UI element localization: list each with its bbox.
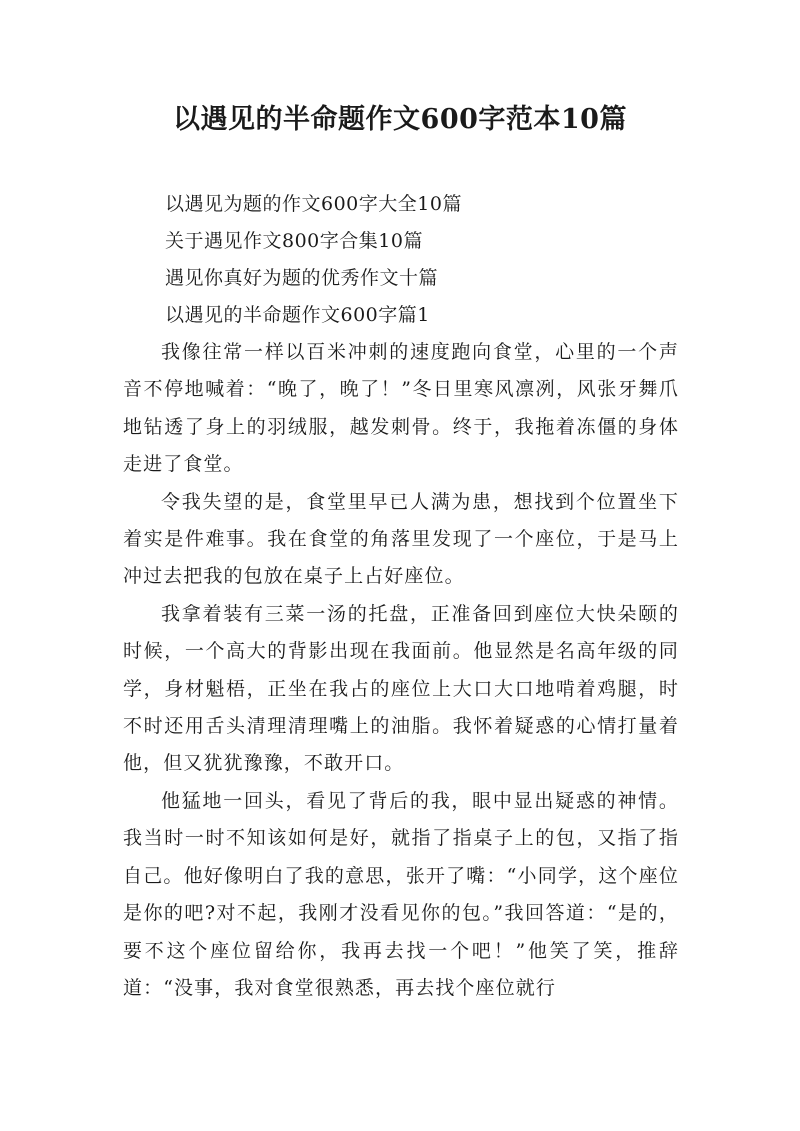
paragraph: 我像往常一样以百米冲刺的速度跑向食堂，心里的一个声音不停地喊着：“晚了，晚了！”冬日里寒风凛冽，风张牙舞爪地钻透了身上的羽绒服，越发刺骨。终于，我拖着冻僵的身体走进了食堂。	[123, 341, 679, 476]
toc-item: 关于遇见作文800字合集10篇	[165, 230, 423, 252]
paragraph: 我拿着装有三菜一汤的托盘，正准备回到座位大快朵颐的时候，一个高大的背影出现在我面前。他显然是名高年级的同学，身材魁梧，正坐在我占的座位上大口大口地啃着鸡腿，时不时还用舌头清理清理嘴上的油脂。我怀着疑惑的心情打量着他，但又犹犹豫豫，不敢开口。	[123, 602, 679, 775]
section-heading: 以遇见的半命题作文600字篇1	[165, 304, 430, 326]
table-of-contents	[165, 186, 725, 334]
document-title: 以遇见的半命题作文600字范本10篇	[173, 104, 627, 135]
toc-item: 以遇见为题的作文600字大全10篇	[165, 193, 462, 215]
toc-item: 遇见你真好为题的优秀作文十篇	[165, 267, 439, 289]
paragraph: 令我失望的是，食堂里早已人满为患，想找到个位置坐下着实是件难事。我在食堂的角落里发现了一个座位，于是马上冲过去把我的包放在桌子上占好座位。	[123, 490, 679, 588]
paragraph: 他猛地一回头，看见了背后的我，眼中显出疑惑的神情。我当时一时不知该如何是好，就指了指桌子上的包，又指了指自己。他好像明白了我的意思，张开了嘴：“小同学，这个座位是你的吧?对不起，我刚才没看见你的包。”我回答道：“是的，要不这个座位留给你，我再去找一个吧！”他笑了笑，推辞道：“没事，我对食堂很熟悉，再去找个座位就行	[123, 789, 679, 999]
essay-body	[123, 334, 679, 1007]
